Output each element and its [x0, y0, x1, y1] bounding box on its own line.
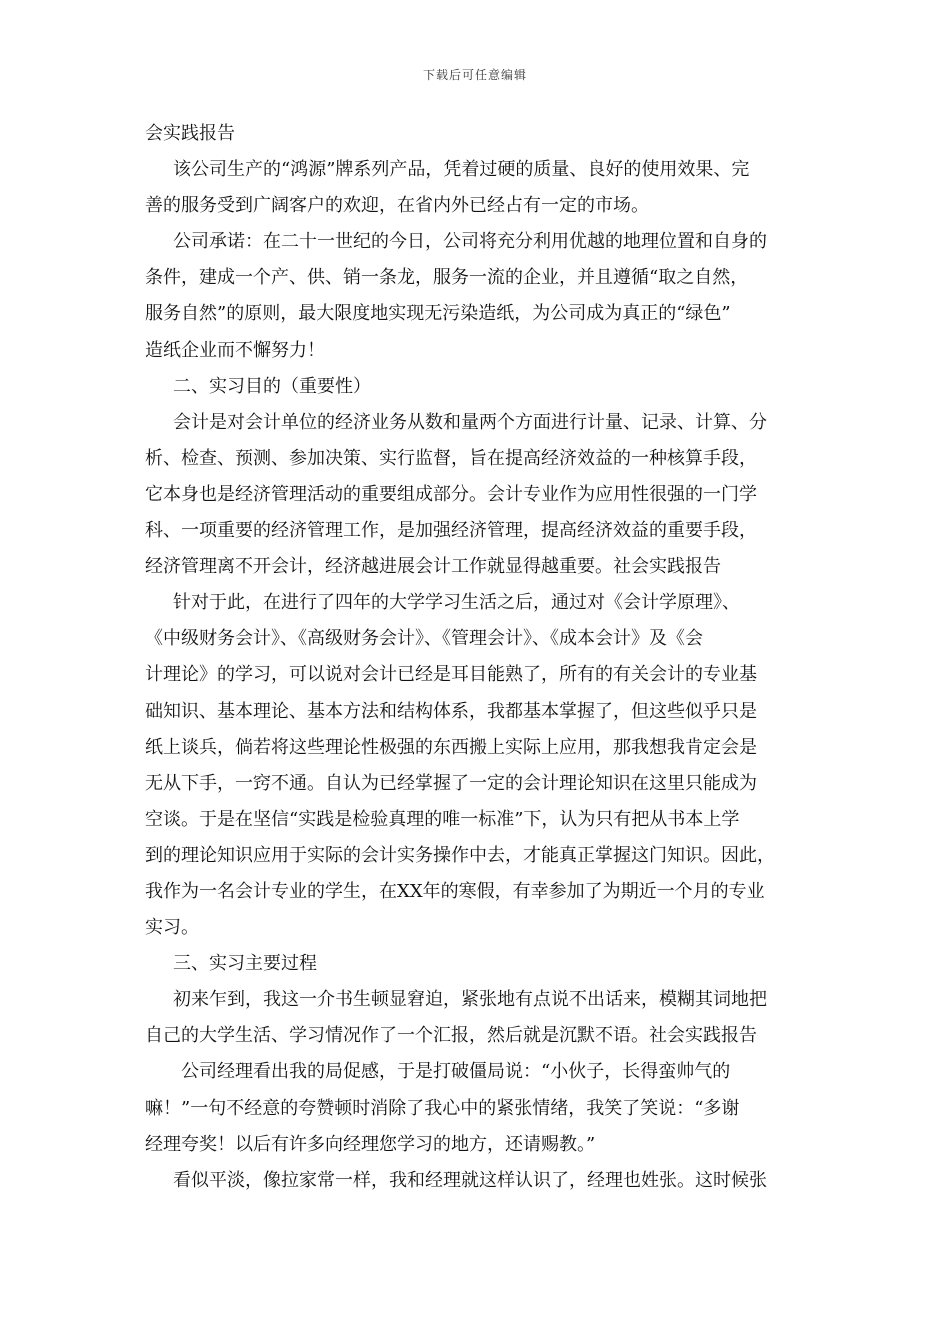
text-line: 该公司生产的“鸿源”牌系列产品，凭着过硬的质量、良好的使用效果、完 [173, 159, 750, 181]
text-line: 公司经理看出我的局促感，于是打破僵局说：“小伙子，长得蛮帅气的 [181, 1061, 731, 1083]
text-line: 二、实习目的（重要性） [173, 375, 371, 397]
text-line: 三、实习主要过程 [173, 953, 317, 975]
text-line: 善的服务受到广阔客户的欢迎，在省内外已经占有一定的市场。 [145, 195, 649, 217]
text-line: 空谈。于是在坚信“实践是检验真理的唯一标准”下，认为只有把从书本上学 [145, 808, 740, 830]
text-line: 服务自然”的原则，最大限度地实现无污染造纸，为公司成为真正的“绿色” [145, 303, 731, 325]
text-line: 它本身也是经济管理活动的重要组成部分。会计专业作为应用性很强的一门学 [145, 483, 757, 505]
text-line: 经理夸奖！以后有许多向经理您学习的地方，还请赐教。” [145, 1133, 596, 1155]
text-line: 我作为一名会计专业的学生，在XX年的寒假，有幸参加了为期近一个月的专业 [145, 880, 765, 902]
page-header-note: 下载后可任意编辑 [422, 68, 527, 82]
text-line: 看似平淡，像拉家常一样，我和经理就这样认识了，经理也姓张。这时候张 [173, 1169, 767, 1191]
text-line: 初来乍到，我这一介书生顿显窘迫，紧张地有点说不出话来，模糊其词地把 [173, 989, 767, 1011]
text-line: 无从下手，一窍不通。自认为已经掌握了一定的会计理论知识在这里只能成为 [145, 772, 757, 794]
text-line: 自己的大学生活、学习情况作了一个汇报，然后就是沉默不语。社会实践报告 [145, 1025, 757, 1047]
text-line: 析、检查、预测、参加决策、实行监督，旨在提高经济效益的一种核算手段， [145, 447, 757, 469]
text-line: 嘛！”一句不经意的夸赞顿时消除了我心中的紧张情绪，我笑了笑说：“多谢 [145, 1097, 740, 1119]
document-body [145, 116, 825, 1199]
text-line: 针对于此，在进行了四年的大学学习生活之后，通过对《会计学原理》、 [173, 592, 740, 614]
text-line: 公司承诺：在二十一世纪的今日，公司将充分利用优越的地理位置和自身的 [173, 231, 767, 253]
text-line: 科、一项重要的经济管理工作，是加强经济管理，提高经济效益的重要手段， [145, 520, 757, 542]
text-line: 《中级财务会计》、《高级财务会计》、《管理会计》、《成本会计》及《会 [145, 628, 703, 650]
text-line: 经济管理离不开会计，经济越进展会计工作就显得越重要。社会实践报告 [145, 556, 721, 578]
text-line: 会计是对会计单位的经济业务从数和量两个方面进行计量、记录、计算、分 [173, 411, 767, 433]
text-line: 会实践报告 [145, 123, 235, 144]
text-line: 到的理论知识应用于实际的会计实务操作中去，才能真正掌握这门知识。因此， [145, 844, 775, 866]
text-line: 条件，建成一个产、供、销一条龙，服务一流的企业，并且遵循“取之自然， [145, 267, 749, 289]
text-line: 实习。 [145, 917, 199, 939]
text-line: 造纸企业而不懈努力！ [145, 339, 325, 361]
text-line: 计理论》的学习，可以说对会计已经是耳目能熟了，所有的有关会计的专业基 [145, 664, 757, 686]
text-line: 础知识、基本理论、基本方法和结构体系，我都基本掌握了，但这些似乎只是 [145, 700, 757, 722]
text-line: 纸上谈兵，倘若将这些理论性极强的东西搬上实际上应用，那我想我肯定会是 [145, 736, 757, 758]
